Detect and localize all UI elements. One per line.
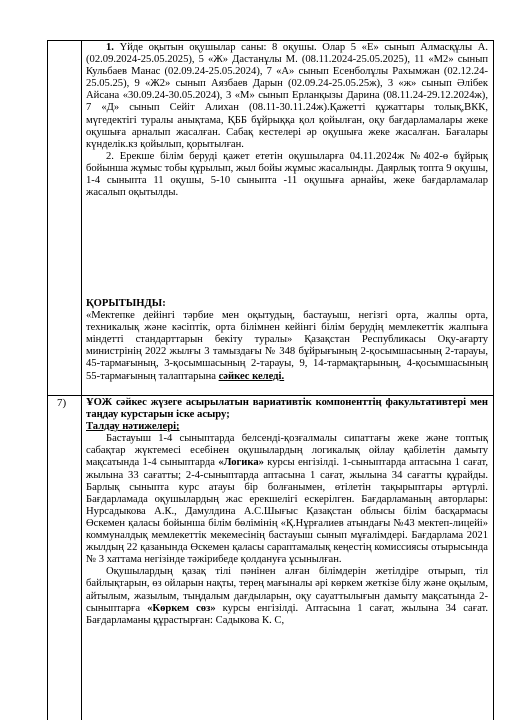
logic-course-paragraph	[86, 433, 488, 566]
section-heading: ҰОЖ сәйкес жүзеге асырылатын вариативтік компоненттің факультативтері мен таңдау курстарын іске асыру;	[86, 397, 488, 421]
artistic-word-paragraph	[86, 566, 488, 626]
table-divider	[81, 40, 82, 720]
conclusion-heading: ҚОРЫТЫНДЫ:	[86, 298, 166, 309]
upper-cell	[86, 42, 488, 199]
artistic-text-start: Оқушылардың қазақ тілі пәнінен алған білімдерін жетілдіре отырып, тіл байлықтарын, өз ойларын нақты, терең мағыналы әрі көркем жеткізе білу және оқылым, айтылым, жазылым, тыңдалым дағдыларын, оқу сауаттылығын дамыту мақсатында 2-сыныптарға	[86, 566, 488, 614]
table-left-border	[47, 40, 48, 720]
lower-cell	[86, 397, 488, 627]
table-top-border	[47, 40, 494, 41]
row-number: 7)	[57, 397, 67, 409]
conclusion-block	[86, 298, 488, 383]
artistic-course-name: «Көркем сөз»	[147, 602, 216, 614]
home-schooling-text: Үйде оқытын оқушылар саны: 8 оқушы. Олар 5 «Е» сынып Алмасқұлы А. (02.09.2024-25.05.2025), 5 «Ж» Дастанұлы М. (08.11.2024-25.05.2025), 11 «М2» сынып Кульбаев Манас (02.09.24-25.05.2024), 7 «А» сынып Есенболұлы Рахымжан (02.12.24-25.05.25), 9 «Ж2» сынып Аязбаев Дарын (02.09.24-25.05.25ж), 3 «ж» сынып Әлібек Айсана «30.09.24-30.05.2024), 3 «М» сынып Ерланқызы Дарина (08.11.24-29.12.2024ж), 7 «Д» сынып Сейіт Алихан (08.11-30.11.24ж).Қажетті құжаттары толық,ВКК, мүгедектігі туралы анықтама, ҚББ бұйрыққа қол қойылған, оқу бағдарламалары жеке оқушыға арналып жасалған. Сабақ кестелері әр оқушыға жеке жасалған. Бағалары күнделік.кз қойылып, қорытылған.	[86, 42, 488, 150]
logic-text-rest: курсы енгізілді. 1-сыныптарда аптасына 1 сағат, жылына 33 сағатты; 2-4-сыныптарда аптасына 1 сағат, жылына 34 сағатты құрайды. Барлық сыныпта курс атауы бір болғанымен, өтілетін тақырыптары әртүрлі. Бағдарламада оқушылардың жас ерекшелігі ескерілген. Бағдарламаның авторлары: Нурсадыкова А.К., Дамулдина А.С.Шығыс Қазақстан облысы білім басқармасы Өскемен қаласы бойынша білім бөлімінің «Қ.Нұрғалиев атындағы №43 мектеп-лицейі» коммуналдық мемлекеттік мекемесінің бастауыш сынып мұғалімдері. Бағдарлама 2021 жылдың 22 қазанында Өскемен қаласы сараптамалық кеңестің комиссиясы отырысында № 3 хаттама негізінде тәжірибеде қолдануға ұсынылған.	[86, 457, 488, 566]
artistic-text-rest: курсы енгізілді. Аптасына 1 сағат, жылына 34 сағат. Бағдарламаны құрастырған: Садыкова К. С,	[86, 602, 488, 626]
home-schooling-paragraph	[86, 42, 488, 151]
row-separator	[47, 395, 494, 396]
paragraph-number: 1.	[106, 42, 114, 53]
conclusion-compliance: сәйкес келеді.	[218, 370, 285, 382]
analysis-label: Талдау нәтижелері;	[86, 421, 180, 433]
table-right-border	[493, 40, 494, 720]
conclusion-paragraph	[86, 310, 488, 383]
special-education-paragraph: 2. Ерекше білім беруді қажет ететін оқушыларға 04.11.2024ж №402-ө бұйрық бойынша жұмыс тобы құрылып, жыл бойы жұмыс жасалынды. Даярлық топта 9 оқушы, 1-4 сыныпта 11 оқушы, 5-10 сыныпта -11 оқушыға арнайы, жеке бағдарламалар жасалып оқытылды.	[86, 150, 488, 199]
logic-text-start: Бастауыш 1-4 сыныптарда белсенді-қозғалмалы сипаттағы жеке және топтық сабақтар жүктемесі есебінен оқушылардың логикалық ойлау қабілетін дамыту мақсатында 1-4 сыныптарда	[86, 433, 488, 469]
logic-course-name: «Логика»	[218, 457, 264, 469]
conclusion-text: «Мектепке дейінгі тәрбие мен оқытудың, бастауыш, негізгі орта, жалпы орта, техникалық және кәсіптік, орта білімнен кейінгі білім берудің мемлекеттік жалпыға міндетті стандарттарын бекіту туралы» Қазақстан Республикасы Оқу-ағарту министрінің 2022 жылғы 3 тамыздағы № 348 бұйрығының 2-қосымшасының 2-тарауы, 45-тармағының, 3-қосымшасының 2-тарауы, 9, 14-тармақтарының, 4-қосымшасының 55-тармағының талаптарына	[86, 310, 488, 382]
